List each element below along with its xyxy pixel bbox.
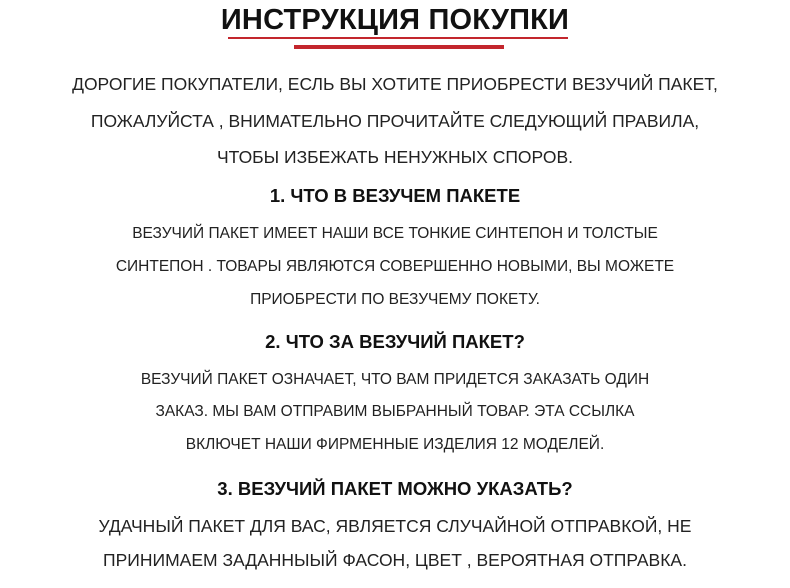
section-3-line: ПРИНИМАЕМ ЗАДАННЫЫЙ ФАСОН, ЦВЕТ , ВЕРОЯТНАЯ ОТПРАВКА. xyxy=(103,550,687,570)
title-underline-thick xyxy=(294,45,504,49)
section-2-line: ЗАКАЗ. МЫ ВАМ ОТПРАВИМ ВЫБРАННЫЙ ТОВАР. ЭТА ССЫЛКА xyxy=(155,403,635,420)
section-2-line: ВКЛЮЧЕТ НАШИ ФИРМЕННЫЕ ИЗДЕЛИЯ 12 МОДЕЛЕЙ. xyxy=(185,436,605,453)
intro-line: ПОЖАЛУЙСТА , ВНИМАТЕЛЬНО ПРОЧИТАЙТЕ СЛЕДУЮЩИЙ ПРАВИЛА, xyxy=(90,111,700,131)
title-underline-thin xyxy=(228,37,568,39)
section-2-line: ВЕЗУЧИЙ ПАКЕТ ОЗНАЧАЕТ, ЧТО ВАМ ПРИДЕТСЯ ЗАКАЗАТЬ ОДИН xyxy=(140,371,650,388)
section-1-line: СИНТЕПОН . ТОВАРЫ ЯВЛЯЮТСЯ СОВЕРШЕННО НОВЫМИ, ВЫ МОЖЕТЕ xyxy=(115,258,675,275)
section-heading-3: 3. ВЕЗУЧИЙ ПАКЕТ МОЖНО УКАЗАТЬ? xyxy=(217,478,573,499)
section-3-line: УДАЧНЫЙ ПАКЕТ ДЛЯ ВАС, ЯВЛЯЕТСЯ СЛУЧАЙНОЙ ОТПРАВКОЙ, НЕ xyxy=(98,516,692,536)
section-heading-1: 1. ЧТО В ВЕЗУЧЕМ ПАКЕТЕ xyxy=(269,185,521,206)
intro-line: ДОРОГИЕ ПОКУПАТЕЛИ, ЕСЛЬ ВЫ ХОТИТЕ ПРИОБРЕСТИ ВЕЗУЧИЙ ПАКЕТ, xyxy=(72,74,718,94)
page-title: ИНСТРУКЦИЯ ПОКУПКИ xyxy=(220,4,570,36)
section-heading-2: 2. ЧТО ЗА ВЕЗУЧИЙ ПАКЕТ? xyxy=(265,331,525,352)
intro-line: ЧТОБЫ ИЗБЕЖАТЬ НЕНУЖНЫХ СПОРОВ. xyxy=(217,147,573,167)
section-1-line: ВЕЗУЧИЙ ПАКЕТ ИМЕЕТ НАШИ ВСЕ ТОНКИЕ СИНТЕПОН И ТОЛСТЫЕ xyxy=(132,225,658,242)
section-1-line: ПРИОБРЕСТИ ПО ВЕЗУЧЕМУ ПОКЕТУ. xyxy=(250,291,540,308)
